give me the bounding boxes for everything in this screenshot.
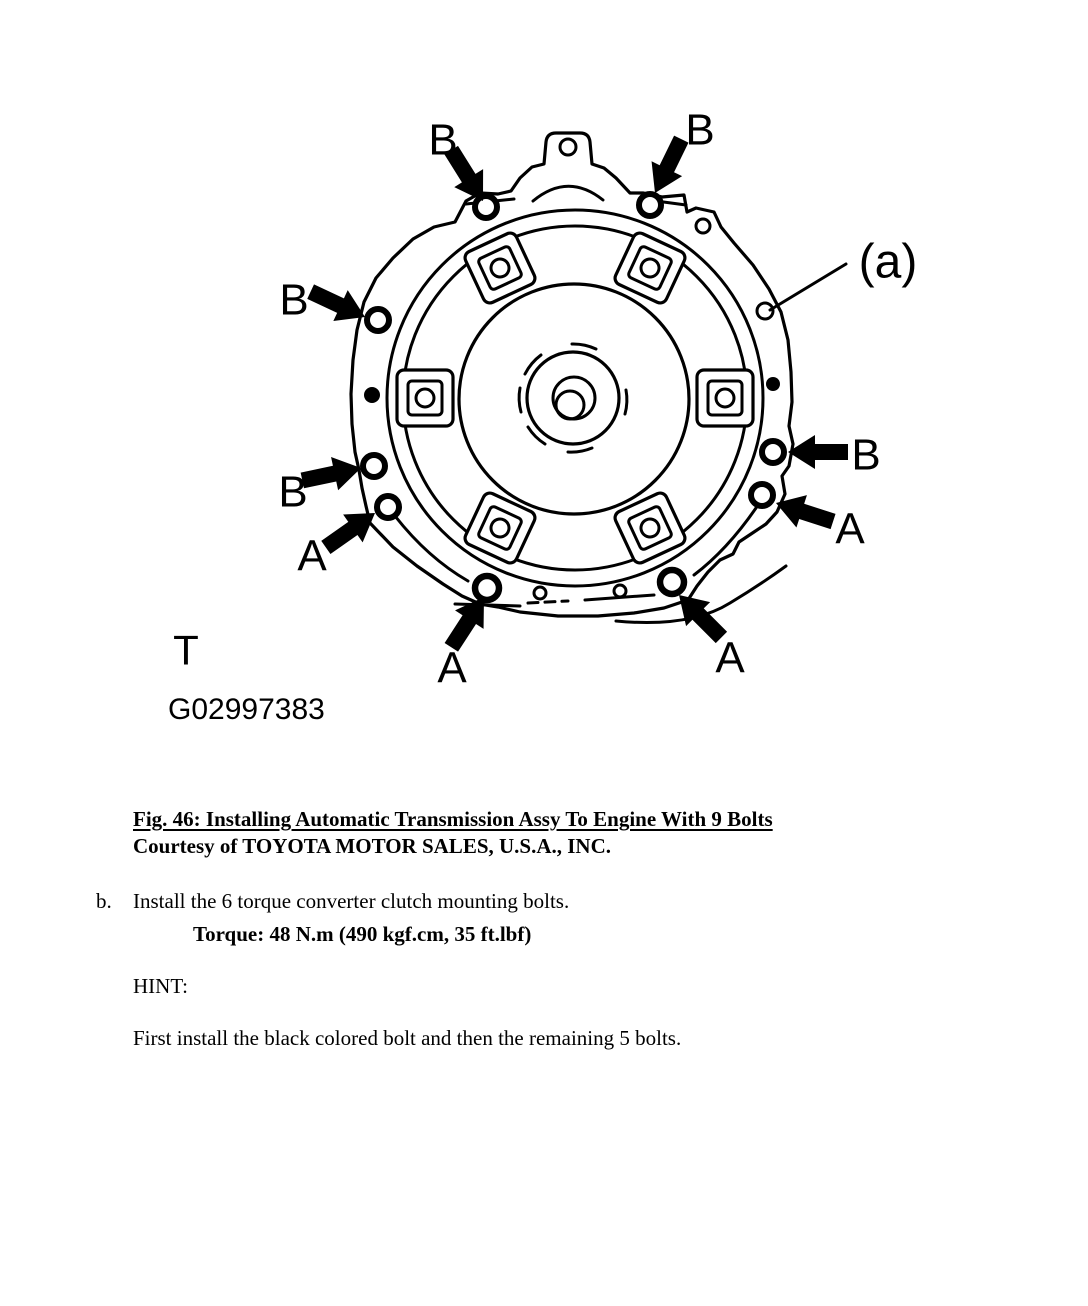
hint-text: First install the black colored bolt and then the remaining 5 bolts. [133,1026,682,1050]
figure-caption [133,806,933,860]
small-hole [534,587,546,599]
bolt-label-a-bottom-left: A [437,643,467,693]
clutch-lug [397,370,453,426]
bolt-hole-b [475,196,497,218]
figure-ref-label: (a) [858,235,918,289]
bolt-label-b-left-lower: B [278,467,308,517]
torque-spec: Torque: 48 N.m (490 kgf.cm, 35 ft.lbf) [193,922,532,946]
bolt-label-a-bottom-right: A [715,633,745,683]
bolt-label-b-left: B [279,275,309,325]
bolt-hole-b [367,309,389,331]
bolt-hole-a [475,576,499,600]
step-text: Install the 6 torque converter clutch mounting bolts. [133,889,570,913]
arrow-icon [788,435,848,469]
small-hole [696,219,710,233]
bolt-hole-a [377,496,399,518]
ref-pointer-line [770,264,846,310]
step-marker: b. [96,889,112,913]
bolt-label-b-top-left: B [428,115,458,165]
black-bolt-dot [364,387,380,403]
figure-caption-title: Fig. 46: Installing Automatic Transmission Assy To Engine With 9 Bolts [133,807,773,831]
small-hole [614,585,626,597]
figure-t-label: T [173,626,199,674]
bolt-hole-b [762,441,784,463]
arrow-icon [299,451,365,497]
bolt-label-b-top-right: B [685,105,715,155]
black-bolt-dot [766,377,780,391]
bolt-label-b-right: B [851,430,881,480]
clutch-lug [697,370,753,426]
hint-label: HINT: [133,974,188,998]
pan-rail-mid [528,601,568,603]
small-hole [560,139,576,155]
pan-rail-left [455,604,520,606]
bolt-hole-a [751,484,773,506]
bolt-label-a-right: A [835,504,865,554]
bolt-label-a-left-lower: A [297,531,327,581]
bolt-hole-a [660,570,684,594]
figure-caption-courtesy: Courtesy of TOYOTA MOTOR SALES, U.S.A., INC. [133,834,612,858]
figure-graphic-id: G02997383 [168,693,325,726]
bolt-hole-b [639,194,661,216]
bolt-hole-b [363,455,385,477]
